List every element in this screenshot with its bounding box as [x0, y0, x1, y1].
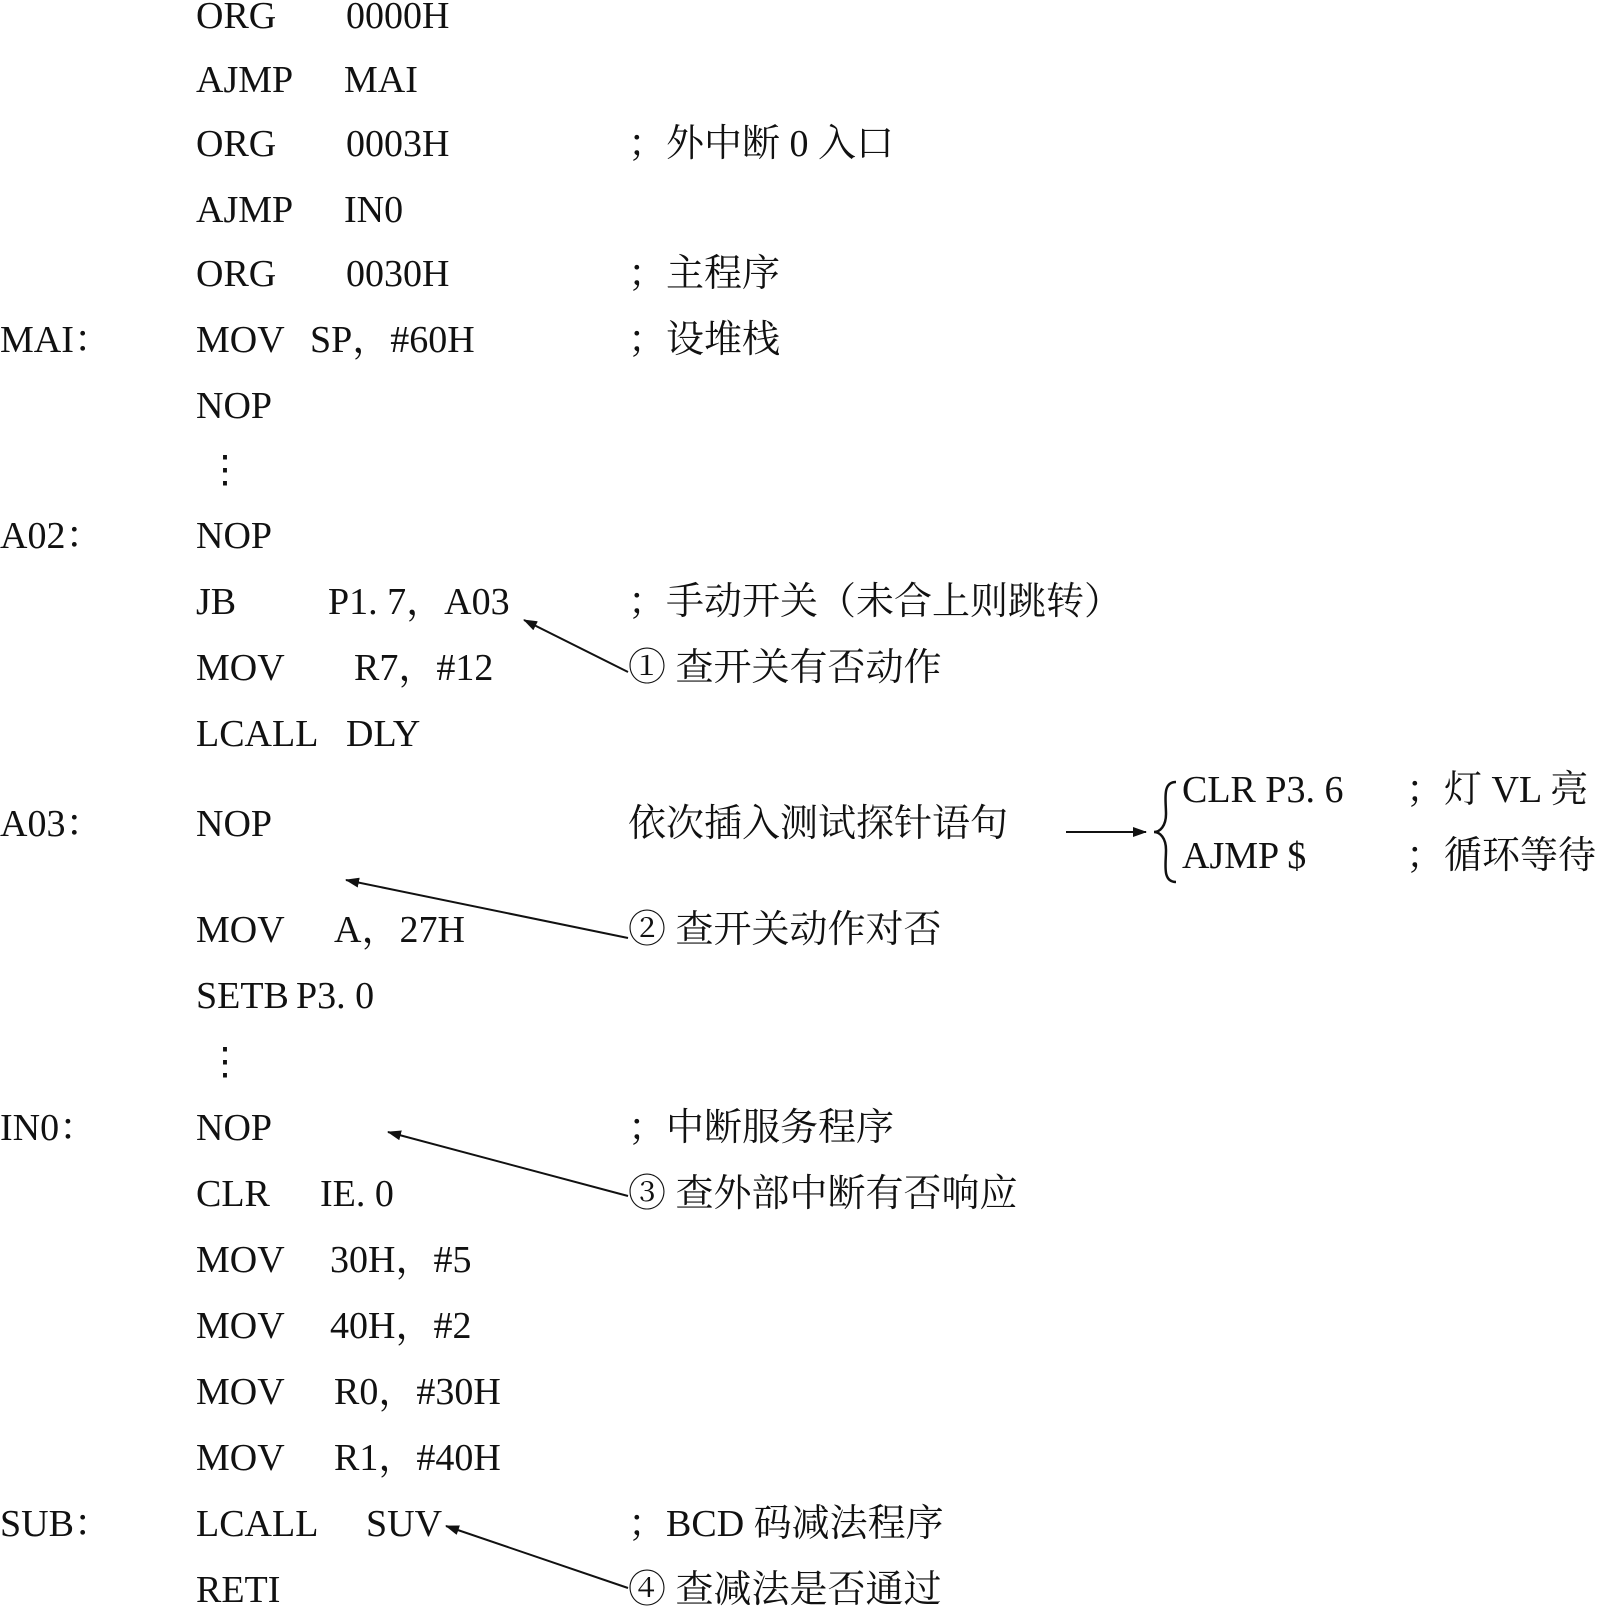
probe-brace [1154, 782, 1176, 882]
line-operand: 40H，#2 [330, 1305, 472, 1347]
line-operand: IN0 [344, 189, 404, 231]
line-opcode: MOV [196, 1239, 285, 1281]
line-opcode: SETB [196, 975, 289, 1017]
line-opcode: NOP [196, 1107, 273, 1149]
probe-line-1: CLR P3. 6 [1182, 769, 1344, 811]
line-opcode: JB [196, 581, 237, 623]
arrow-2 [346, 880, 628, 938]
line-opcode: AJMP [196, 59, 294, 101]
line-operand: SP，#60H [310, 319, 475, 361]
line-operand: IE. 0 [320, 1173, 394, 1215]
line-operand: 30H，#5 [330, 1239, 472, 1281]
line-opcode: AJMP [196, 189, 294, 231]
line-comment: ；外中断 0 入口 [628, 123, 895, 165]
line-comment: ；设堆栈 [628, 319, 781, 361]
line-operand: MAI [344, 59, 418, 101]
line-opcode: ORG [196, 253, 277, 295]
line-label: A02： [0, 515, 104, 557]
line-comment: 依次插入测试探针语句 [628, 803, 1009, 845]
line-operand: R1，#40H [334, 1437, 501, 1479]
line-operand: 0000H [346, 0, 450, 37]
line-opcode: NOP [196, 515, 273, 557]
line-opcode: ORG [196, 0, 277, 37]
line-opcode: LCALL [196, 1503, 319, 1545]
line-label: MAI： [0, 319, 112, 361]
line-comment: ③ 查外部中断有否响应 [628, 1173, 1018, 1215]
line-operand: P3. 0 [296, 975, 375, 1017]
line-operand: DLY [346, 713, 421, 755]
line-opcode: NOP [196, 803, 273, 845]
line-opcode: ORG [196, 123, 277, 165]
line-operand: R7，#12 [354, 647, 494, 689]
ellipsis-mark: ⋮ [206, 1041, 244, 1083]
arrow-4 [446, 1526, 628, 1588]
arrow-1 [524, 620, 628, 672]
arrow-3 [388, 1132, 628, 1196]
line-operand: 0030H [346, 253, 450, 295]
line-label: SUB： [0, 1503, 112, 1545]
line-label: IN0： [0, 1107, 98, 1149]
line-opcode: MOV [196, 909, 285, 951]
line-comment: ；BCD 码减法程序 [628, 1503, 944, 1545]
line-operand: SUV [366, 1503, 443, 1545]
line-comment: ④ 查减法是否通过 [628, 1569, 942, 1611]
line-comment: ；手动开关（未合上则跳转） [628, 581, 1123, 623]
line-operand: A，27H [334, 909, 465, 951]
line-comment: ；中断服务程序 [628, 1107, 895, 1149]
probe-line-2: AJMP $ [1182, 835, 1307, 877]
line-opcode: MOV [196, 1371, 285, 1413]
line-label: A03： [0, 803, 104, 845]
line-comment: ② 查开关动作对否 [628, 909, 942, 951]
line-operand: P1. 7，A03 [328, 581, 510, 623]
line-opcode: RETI [196, 1569, 281, 1611]
line-opcode: MOV [196, 319, 285, 361]
line-operand: R0，#30H [334, 1371, 501, 1413]
line-comment: ；主程序 [628, 253, 781, 295]
probe-line-1-comment: ；灯 VL 亮 [1406, 769, 1589, 811]
line-opcode: MOV [196, 647, 285, 689]
line-opcode: NOP [196, 385, 273, 427]
line-opcode: MOV [196, 1305, 285, 1347]
line-opcode: MOV [196, 1437, 285, 1479]
line-comment: ① 查开关有否动作 [628, 647, 942, 689]
line-opcode: LCALL [196, 713, 319, 755]
line-opcode: CLR [196, 1173, 270, 1215]
ellipsis-mark: ⋮ [206, 449, 244, 491]
line-operand: 0003H [346, 123, 450, 165]
probe-line-2-comment: ；循环等待 [1406, 835, 1597, 877]
